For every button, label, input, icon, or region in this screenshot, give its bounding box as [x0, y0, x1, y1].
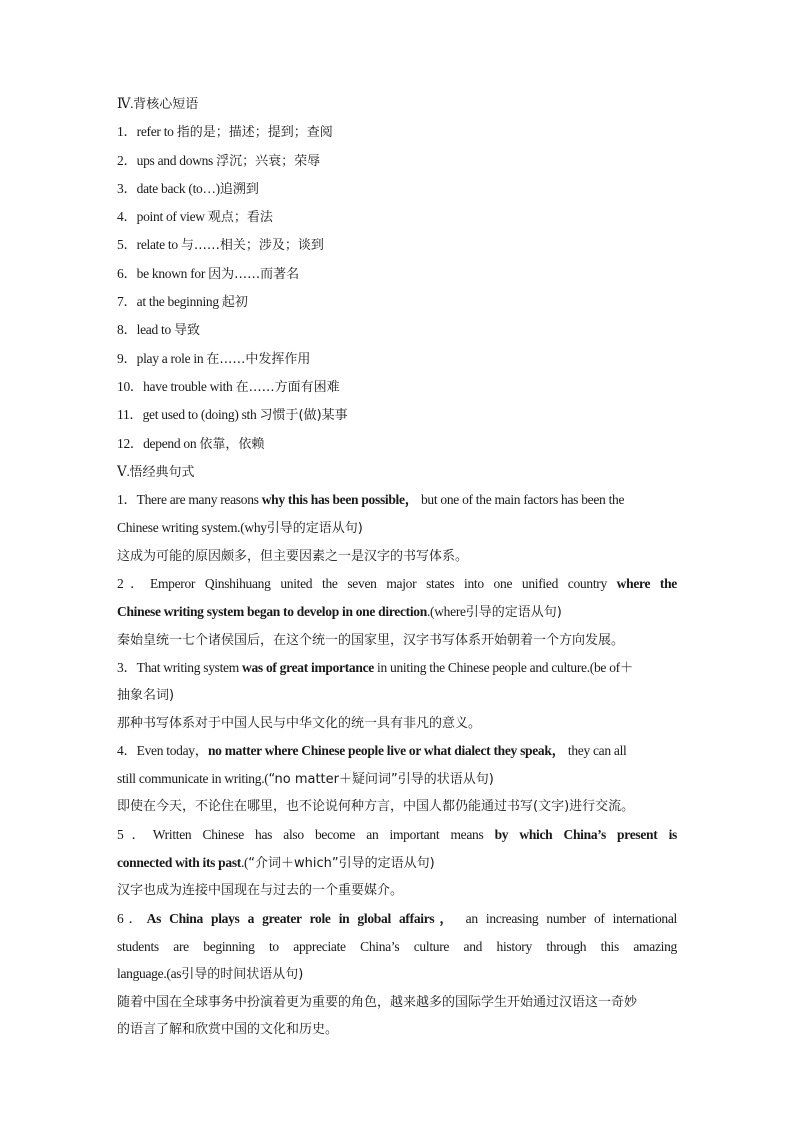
sentence-translation: 这成为可能的原因颇多，但主要因素之一是汉字的书写体系。: [117, 548, 469, 564]
phrase-number: 9．: [117, 350, 137, 366]
phrase-number: 8．: [117, 322, 137, 338]
phrase-english: relate to: [136, 237, 181, 253]
sentence-line: [117, 960, 677, 988]
sentence-number: 2．: [117, 576, 150, 592]
sentence-translation: 的语言了解和欣赏中国的文化和历史。: [117, 1021, 339, 1037]
phrase-item: [117, 373, 677, 401]
sentence-translation: 那种书写体系对于中国人民与中华文化的统一具有非凡的意义。: [117, 715, 482, 731]
phrase-item: [117, 316, 677, 344]
section-heading-core-phrases: [117, 90, 677, 118]
phrase-number: 1．: [117, 124, 137, 140]
phrase-item: [117, 175, 677, 203]
sentence-key-clause: connected with its past: [117, 855, 241, 871]
sentence-text: There are many reasons: [136, 492, 262, 508]
sentence-line: [117, 849, 677, 877]
grammar-note: “介词＋which”引导的定语从句): [248, 856, 435, 872]
sentence-text: Chinese writing system.(why: [117, 520, 267, 536]
phrase-number: 3．: [117, 180, 137, 196]
sentence-line: [117, 654, 677, 682]
sentence-line: [117, 486, 677, 514]
sentence-number: 6．: [117, 910, 147, 926]
document-page: [117, 90, 677, 1043]
sentence-text: That writing system: [136, 659, 243, 675]
phrase-english: get used to (doing) sth: [142, 407, 260, 423]
phrase-number: 12．: [117, 435, 144, 451]
sentence-text: .(where: [426, 604, 466, 620]
sentence-key-clause: no matter where Chinese people live or what dialect they speak，: [207, 742, 565, 758]
phrase-item: [117, 288, 677, 316]
sentence-key-clause: why this has been possible，: [261, 492, 418, 508]
sentence-line: [117, 737, 677, 765]
phrase-item: [117, 401, 677, 429]
sentence-translation: 秦始皇统一七个诸侯国后，在这个统一的国家里，汉字书写体系开始朝着一个方向发展。: [117, 632, 625, 648]
phrase-chinese: 追溯到: [219, 181, 259, 197]
phrase-item: [117, 203, 677, 231]
phrase-english: have trouble with: [143, 378, 236, 394]
sentence-translation: 即使在今天，不论住在哪里，也不论说何种方言，中国人都仍能通过书写(文字)进行交流。: [117, 799, 635, 815]
sentence-number: 5．: [117, 826, 153, 842]
sentence-key-clause: by which China’s present is: [494, 826, 677, 842]
phrase-chinese: 依靠，依赖: [199, 436, 265, 452]
sentence-line: [117, 570, 677, 598]
grammar-note: 引导的时间状语从句): [181, 967, 304, 983]
sentence-text: still communicate in writing.(: [117, 771, 269, 787]
sentence-number: 1．: [117, 492, 137, 508]
phrase-english: lead to: [136, 322, 174, 338]
phrase-number: 11．: [117, 407, 143, 423]
sentence-block-4: [117, 737, 677, 821]
section-heading-sentence-patterns: [117, 458, 677, 486]
sentence-line: [117, 598, 677, 626]
sentence-line: [117, 905, 677, 933]
phrase-english: date back (to…): [136, 180, 220, 196]
phrase-english: at the beginning: [136, 294, 222, 310]
sentence-line: [117, 514, 677, 542]
sentence-number: 3．: [117, 659, 137, 675]
sentence-line: students are beginning to appreciate China’s culture and history through this amazing: [117, 938, 677, 954]
phrase-number: 5．: [117, 237, 137, 253]
sentence-key-clause: As China plays a greater role in global affairs，: [146, 910, 458, 926]
grammar-note: “no matter＋疑问词”引导的状语从句): [268, 772, 494, 788]
sentence-text: language.(as: [117, 966, 182, 982]
sentence-block-3: [117, 654, 677, 737]
phrase-english: refer to: [136, 124, 177, 140]
sentence-line: [117, 821, 677, 849]
phrase-number: 4．: [117, 209, 137, 225]
sentence-line: [117, 765, 677, 793]
sentence-text: .(: [240, 855, 249, 871]
phrase-chinese: 起初: [221, 295, 248, 311]
phrase-chinese: 与……相关；涉及；谈到: [180, 238, 324, 254]
sentence-text: an increasing number of international: [457, 910, 678, 926]
phrase-english: be known for: [136, 265, 209, 281]
grammar-note: 引导的定语从句): [465, 605, 562, 621]
phrase-number: 6．: [117, 265, 137, 281]
phrase-chinese: 观点；看法: [207, 210, 273, 226]
phrase-chinese: 习惯于(做)某事: [259, 408, 348, 424]
sentence-block-1: [117, 486, 677, 570]
phrase-item: [117, 430, 677, 458]
heading-text: 背核心短语: [133, 97, 199, 112]
sentence-key-clause: was of great importance: [242, 659, 374, 675]
heading-number: Ⅴ.: [117, 463, 130, 479]
sentence-text: Even today，: [136, 742, 208, 758]
phrase-item: [117, 260, 677, 288]
sentence-translation: 随着中国在全球事务中扮演着更为重要的角色，越来越多的国际学生开始通过汉语这一奇妙: [117, 994, 638, 1010]
phrase-chinese: 因为……而著名: [208, 266, 300, 282]
phrase-list: [117, 118, 677, 458]
phrase-number: 7．: [117, 294, 137, 310]
heading-text: 悟经典句式: [129, 464, 195, 480]
phrase-chinese: 导致: [174, 323, 201, 339]
phrase-item: [117, 118, 677, 146]
phrase-number: 2．: [117, 152, 137, 168]
sentence-translation: 汉字也成为连接中国现在与过去的一个重要媒介。: [117, 883, 404, 899]
sentence-key-clause: Chinese writing system began to develop in one direction: [117, 604, 427, 620]
phrase-chinese: 在……中发挥作用: [206, 351, 311, 367]
sentence-key-clause: where the: [616, 576, 678, 592]
heading-number: Ⅳ.: [117, 96, 134, 111]
phrase-english: play a role in: [136, 350, 207, 366]
phrase-english: depend on: [143, 435, 200, 451]
phrase-chinese: 指的是；描述；提到；查阅: [176, 125, 333, 141]
sentence-block-6: [117, 905, 677, 1043]
sentence-text: Written Chinese has also become an important means: [152, 826, 495, 842]
phrase-chinese: 浮沉；兴衰；荣辱: [216, 153, 321, 169]
phrase-english: ups and downs: [136, 152, 217, 168]
phrase-chinese: 在……方面有困难: [235, 379, 340, 395]
phrase-english: point of view: [136, 209, 208, 225]
phrase-item: [117, 231, 677, 259]
sentence-text: Emperor Qinshihuang united the seven major states into one unified country: [150, 576, 617, 592]
sentence-block-5: [117, 821, 677, 905]
sentence-text: in uniting the Chinese people and culture.(be of＋: [373, 659, 634, 675]
grammar-note: 抽象名词): [117, 688, 175, 704]
phrase-item: [117, 345, 677, 373]
sentence-text: they can all: [564, 742, 627, 758]
phrase-item: [117, 147, 677, 175]
sentence-text: but one of the main factors has been the: [417, 492, 625, 508]
sentence-number: 4．: [117, 742, 137, 758]
phrase-number: 10．: [117, 378, 144, 394]
grammar-note: 引导的定语从句): [266, 521, 363, 537]
sentence-block-2: [117, 570, 677, 654]
